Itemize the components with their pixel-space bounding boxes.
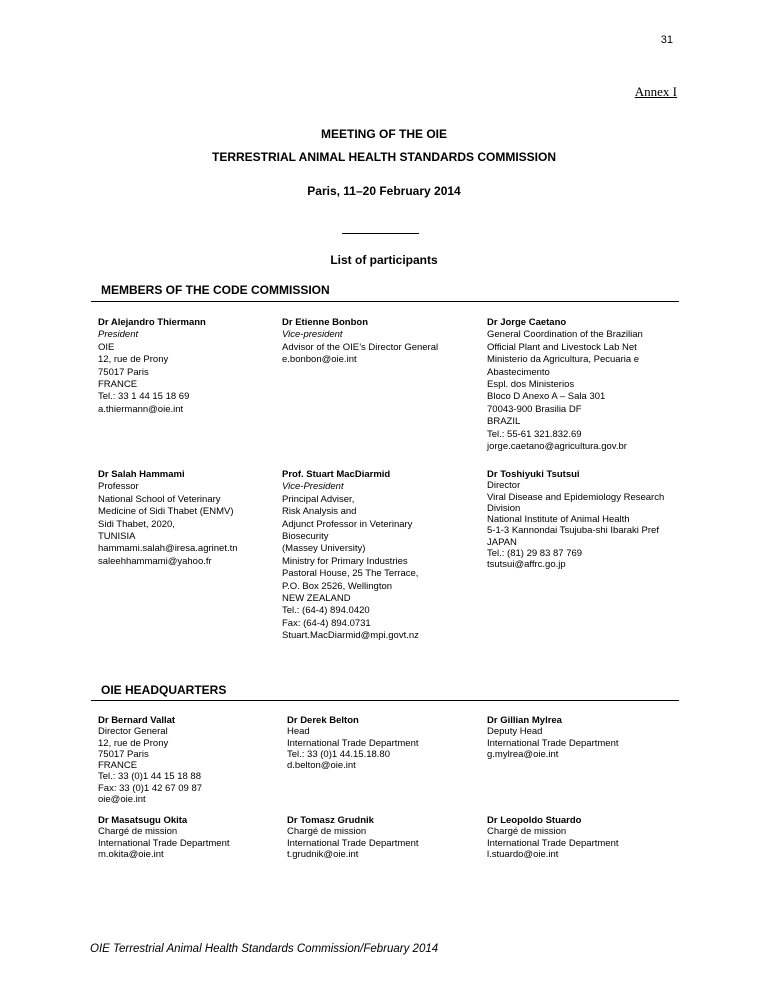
participant-detail-line: Viral Disease and Epidemiology Research xyxy=(487,491,665,503)
participant-card xyxy=(98,715,298,805)
participant-email: l.stuardo@oie.int xyxy=(487,848,559,860)
participant-detail-line: Tel.: (64-4) 894.0420 xyxy=(282,605,370,617)
participant-name: Dr Etienne Bonbon xyxy=(282,317,369,328)
participant-detail-line: International Trade Department xyxy=(287,737,419,749)
section-hq-heading: OIE HEADQUARTERS xyxy=(101,683,227,697)
section-divider xyxy=(91,700,679,701)
participant-detail-line: Chargé de mission xyxy=(287,826,367,838)
participant-card xyxy=(98,815,298,860)
meeting-title: MEETING OF THE OIE xyxy=(320,127,447,141)
participant-detail-line: JAPAN xyxy=(487,536,517,548)
participant-detail-line: Tel.: 33 (0)1 44.15.18.80 xyxy=(287,748,390,760)
participant-email: e.bonbon@oie.int xyxy=(282,354,357,366)
participant-email: t.grudnik@oie.int xyxy=(287,848,359,860)
participant-detail-line: Sidi Thabet, 2020, xyxy=(98,518,175,530)
participant-detail-line: Director xyxy=(487,480,521,492)
participant-card xyxy=(487,317,687,453)
participant-name: Dr Jorge Caetano xyxy=(487,317,567,328)
participant-email: tsutsui@affrc.go.jp xyxy=(487,559,566,571)
participant-detail-line: Bloco D Anexo A – Sala 301 xyxy=(487,391,606,403)
participant-card xyxy=(282,317,482,367)
participant-detail-line: 70043-900 Brasilia DF xyxy=(487,403,582,415)
participant-detail-line: 12, rue de Prony xyxy=(98,354,169,366)
participant-detail-line: TUNISIA xyxy=(98,531,136,543)
title-divider xyxy=(342,233,419,234)
participant-detail-line: President xyxy=(98,329,139,341)
participant-detail-line: National Institute of Animal Health xyxy=(487,514,630,526)
participant-detail-line: Professor xyxy=(98,481,139,493)
participant-email: oie@oie.int xyxy=(98,794,146,806)
participant-email: d.belton@oie.int xyxy=(287,760,356,772)
participant-email: jorge.caetano@agricultura.gov.br xyxy=(487,441,627,453)
participant-detail-line: FRANCE xyxy=(98,760,138,772)
participant-detail-line: Division xyxy=(487,502,521,514)
place-date: Paris, 11–20 February 2014 xyxy=(307,184,461,198)
page-number: 31 xyxy=(660,34,673,46)
participant-card xyxy=(487,815,687,860)
participant-name: Dr Salah Hammami xyxy=(98,469,185,480)
participant-detail-line: Abastecimento xyxy=(487,366,550,378)
participant-detail-line: Director General xyxy=(98,726,168,738)
participant-email: a.thiermann@oie.int xyxy=(98,403,184,415)
section-members-heading: MEMBERS OF THE CODE COMMISSION xyxy=(101,283,330,297)
participant-detail-line: Pastoral House, 25 The Terrace, xyxy=(282,568,419,580)
participant-detail-line: FRANCE xyxy=(98,379,138,391)
participant-detail-line: 75017 Paris xyxy=(98,366,149,378)
participant-detail-line: Chargé de mission xyxy=(487,826,567,838)
annex-label: Annex I xyxy=(634,84,677,99)
commission-title: TERRESTRIAL ANIMAL HEALTH STANDARDS COMMISSION xyxy=(212,150,556,164)
participant-name: Dr Gillian Mylrea xyxy=(487,715,562,726)
participant-detail-line: International Trade Department xyxy=(487,737,619,749)
participant-detail-line: Tel.: (81) 29 83 87 769 xyxy=(487,548,583,560)
participant-name: Dr Toshiyuki Tsutsui xyxy=(487,469,580,480)
participant-card xyxy=(487,715,687,760)
participant-detail-line: 12, rue de Prony xyxy=(98,737,169,749)
participant-detail-line: International Trade Department xyxy=(287,837,419,849)
participant-detail-line: Fax: 33 (0)1 42 67 09 87 xyxy=(98,782,203,794)
participant-name: Dr Tomasz Grudnik xyxy=(287,815,374,826)
participant-detail-line: Head xyxy=(287,726,310,738)
page-footer: OIE Terrestrial Animal Health Standards Commission/February 2014 xyxy=(90,943,439,955)
participant-email: g.mylrea@oie.int xyxy=(487,748,559,760)
participant-card xyxy=(98,317,298,416)
participant-email: saleehhammami@yahoo.fr xyxy=(98,555,212,567)
participant-detail-line: Tel.: 33 (0)1 44 15 18 88 xyxy=(98,771,201,783)
participant-detail-line: BRAZIL xyxy=(487,416,521,428)
participant-email: hammami.salah@iresa.agrinet.tn xyxy=(98,543,238,555)
participant-detail-line: Medicine of Sidi Thabet (ENMV) xyxy=(98,506,234,518)
participant-name: Dr Masatsugu Okita xyxy=(98,815,188,826)
participant-detail-line: Principal Adviser, xyxy=(282,493,355,505)
participant-name: Dr Alejandro Thiermann xyxy=(98,317,206,328)
participant-detail-line: Vice-president xyxy=(282,329,343,341)
list-heading: List of participants xyxy=(330,253,438,267)
participant-detail-line: Official Plant and Livestock Lab Net xyxy=(487,341,637,353)
section-divider xyxy=(91,301,679,302)
participant-card xyxy=(287,815,487,860)
participant-name: Dr Leopoldo Stuardo xyxy=(487,815,582,826)
participant-detail-line: International Trade Department xyxy=(98,837,230,849)
participant-detail-line: P.O. Box 2526, Wellington xyxy=(282,580,393,592)
participant-card xyxy=(287,715,487,771)
participant-card xyxy=(282,469,482,643)
participant-detail-line: Fax: (64-4) 894.0731 xyxy=(282,617,371,629)
participant-detail-line: Vice-President xyxy=(282,481,344,493)
participant-email: Stuart.MacDiarmid@mpi.govt.nz xyxy=(282,630,419,642)
participant-email: m.okita@oie.int xyxy=(98,848,164,860)
participant-detail-line: Chargé de mission xyxy=(98,826,178,838)
participant-detail-line: OIE xyxy=(98,341,115,353)
participant-detail-line: Tel.: 33 1 44 15 18 69 xyxy=(98,391,190,403)
participant-detail-line: Deputy Head xyxy=(487,726,543,738)
participant-detail-line: Biosecurity xyxy=(282,531,329,543)
participant-detail-line: Espl. dos Ministerios xyxy=(487,379,575,391)
participant-name: Dr Bernard Vallat xyxy=(98,715,176,726)
participant-detail-line: Ministerio da Agricultura, Pecuaria e xyxy=(487,354,640,366)
participant-detail-line: General Coordination of the Brazilian xyxy=(487,329,643,341)
participant-name: Dr Derek Belton xyxy=(287,715,359,726)
participant-detail-line: Adjunct Professor in Veterinary xyxy=(282,518,413,530)
participant-detail-line: (Massey University) xyxy=(282,543,366,555)
participant-card xyxy=(98,469,298,568)
participant-detail-line: NEW ZEALAND xyxy=(282,593,351,605)
participant-detail-line: 5-1-3 Kannondai Tsujuba-shi Ibaraki Pref xyxy=(487,525,659,537)
participant-detail-line: National School of Veterinary xyxy=(98,493,221,505)
participant-card xyxy=(487,469,687,571)
participant-detail-line: Risk Analysis and xyxy=(282,506,357,518)
participant-detail-line: Tel.: 55-61 321.832.69 xyxy=(487,428,582,440)
participant-detail-line: Ministry for Primary Industries xyxy=(282,555,408,567)
participant-detail-line: Advisor of the OIE’s Director General xyxy=(282,341,439,353)
participant-detail-line: 75017 Paris xyxy=(98,748,149,760)
participant-name: Prof. Stuart MacDiarmid xyxy=(282,469,391,480)
participant-detail-line: International Trade Department xyxy=(487,837,619,849)
